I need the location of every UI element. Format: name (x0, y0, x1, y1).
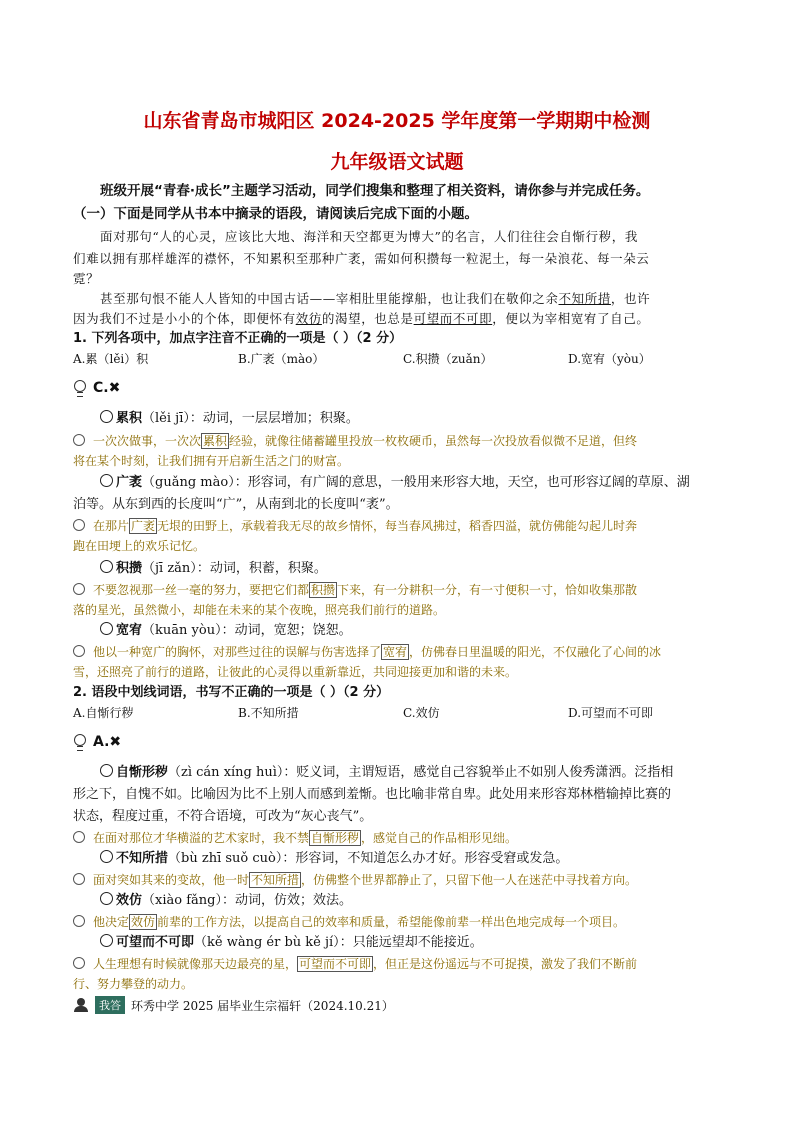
example-sentence: 雪，还照亮了前行的道路，让彼此的心灵得以重新靠近，共同迎接更加和谐的未来。 (73, 665, 518, 679)
option-b: B.不知所措 (238, 706, 299, 720)
example-sentence: 他以一种宽广的胸怀，对那些过往的误解与伤害选择了 宽宥 ，仿佛春日里温暖的阳光，不仅融化了心间的冰 (73, 642, 733, 663)
circle-icon (100, 850, 113, 863)
example-sentence: 不要忽视那一丝一毫的努力，要把它们都 积攒 下来，有一分耕积一分，有一寸便积一寸，恰如收集那散 (73, 580, 733, 601)
word-entry: 自惭形秽（zì cán xíng huì）：贬义词，主谓短语，感觉自己容貌举止不如别人俊秀潇洒。泛指相 (100, 762, 673, 784)
underlined-word: 效彷 (295, 311, 322, 326)
word-entry: 可望而不可即（kě wàng ér bù kě jí）：只能远望却不能接近。 (100, 932, 483, 954)
option-a: A.累（lěi）积 (73, 352, 149, 366)
circle-icon (100, 474, 113, 487)
footer-text: 环秀中学 2025 届毕业生宗福轩（2024.10.21） (131, 998, 394, 1013)
word-entry: 宽宥（kuān yòu）：动词，宽恕；饶恕。 (100, 620, 352, 642)
answer-2: A.✖ (73, 734, 121, 750)
underlined-word: 不知所措 (558, 291, 611, 306)
example-sentence: 面对突如其来的变故，他一时 不知所措 ，仿佛整个世界都静止了，只留下他一人在迷茫中寻找着方向。 (73, 870, 733, 891)
intro-text: 班级开展“青春·成长”主题学习活动，同学们搜集和整理了相关资料，请你参与并完成任务。 (100, 183, 650, 199)
question-1-options (73, 350, 733, 367)
option-b: B.广袤（mào） (238, 352, 325, 366)
smile-icon (73, 645, 85, 657)
smile-icon (73, 583, 85, 595)
smile-icon (73, 915, 85, 927)
user-icon (73, 998, 89, 1012)
section-heading: （一）下面是同学从书本中摘录的语段，请阅读后完成下面的小题。 (73, 206, 478, 222)
example-sentence: 跑在田埂上的欢乐记忆。 (73, 539, 206, 553)
option-c: C.效仿 (403, 706, 440, 720)
passage-line: 面对那句“人的心灵，应该比大地、海洋和天空都更为博大”的名言，人们往往会自惭行秽，我 (100, 229, 638, 244)
smile-icon (73, 519, 85, 531)
example-sentence: 落的星光，虽然微小，却能在未来的某个夜晚，照亮我们前行的道路。 (73, 603, 446, 617)
circle-icon (100, 934, 113, 947)
answer-tag: 我答 (95, 996, 125, 1014)
example-sentence: 将在某个时刻，让我们拥有开启新生活之门的财富。 (73, 454, 350, 468)
question-2: 2. 语段中划线词语，书写不正确的一项是（ ）（2 分） (73, 685, 390, 700)
example-sentence: 行、努力攀登的动力。 (73, 977, 194, 991)
example-sentence: 在面对那位才华横溢的艺术家时，我不禁 自惭形秽 ，感觉自己的作品相形见绌。 (73, 828, 733, 849)
word-entry: 效仿（xiào fǎng）：动词，仿效；效法。 (100, 890, 352, 912)
passage-line: 霓？ (73, 271, 100, 286)
smile-icon (73, 873, 85, 885)
option-c: C.积攒（zuǎn） (403, 352, 493, 366)
lightbulb-icon (73, 734, 87, 750)
circle-icon (100, 560, 113, 573)
passage-line: 因为我们不过是小小的个体，即便怀有效彷的渴望，也总是可望而不可即，便以为宰相宽宥了自己。 (73, 311, 650, 326)
example-sentence: 一次次做事，一次次 累积 经验，就像往储蓄罐里投放一枚枚硬币，虽然每一次投放看似微不足道，但终 (73, 431, 733, 452)
word-entry: 积攒（jī zǎn）：动词，积蓄，积聚。 (100, 558, 327, 580)
footer-credit (73, 996, 394, 1014)
example-sentence: 他决定 效仿 前辈的工作方法，以提高自己的效率和质量，希望能像前辈一样出色地完成每一个项目。 (73, 912, 733, 933)
definition-continued: 状态，程度过重，不符合语境，可改为“灰心丧气”。 (73, 809, 373, 824)
smile-icon (73, 434, 85, 446)
definition-continued: 泊等。从东到西的长度叫“广”，从南到北的长度叫“袤”。 (73, 497, 399, 512)
option-a: A.自惭行秽 (73, 706, 134, 720)
question-1: 1. 下列各项中，加点字注音不正确的一项是（ ）（2 分） (73, 331, 403, 346)
word-entry: 广袤（guǎng mào）：形容词，有广阔的意思，一般用来形容大地，天空，也可形容辽阔的草原、湖 (100, 472, 690, 494)
circle-icon (100, 410, 113, 423)
page-title: 山东省青岛市城阳区 2024-2025 学年度第一学期期中检测 (143, 110, 651, 132)
option-d: D.可望而不可即 (568, 706, 654, 720)
page-subtitle: 九年级语文试题 (330, 151, 464, 173)
option-d: D.宽宥（yòu） (568, 352, 651, 366)
lightbulb-icon (73, 380, 87, 396)
circle-icon (100, 622, 113, 635)
example-sentence: 人生理想有时候就像那天边最亮的星， 可望而不可即 ，但正是这份遥远与不可捉摸，激发了我们不断前 (73, 954, 733, 975)
circle-icon (100, 764, 113, 777)
underlined-word: 可望而不可即 (413, 311, 493, 326)
passage-line: 甚至那句恨不能人人皆知的中国古话——宰相肚里能撑船，也让我们在敬仰之余不知所措，也许 (100, 291, 651, 306)
word-entry: 累积（lěi jī）：动词，一层层增加；积聚。 (100, 408, 359, 430)
answer-1: C.✖ (73, 380, 120, 396)
question-2-options (73, 704, 733, 721)
smile-icon (73, 831, 85, 843)
circle-icon (100, 892, 113, 905)
smile-icon (73, 957, 85, 969)
passage-line: 们难以拥有那样雄浑的襟怀，不知累积至那种广袤，需如何积攒每一粒泥土，每一朵浪花、每一朵云 (73, 251, 650, 266)
definition-continued: 形之下，自愧不如。比喻因为比不上别人而感到羞惭。也比喻非常自卑。此处用来形容郑林楷输掉比赛的 (73, 787, 672, 802)
example-sentence: 在那片 广袤 无垠的田野上，承载着我无尽的故乡情怀，每当春风拂过，稻香四溢，就仿佛能勾起儿时奔 (73, 516, 733, 537)
word-entry: 不知所措（bù zhī suǒ cuò）：形容词，不知道怎么办才好。形容受窘或发急。 (100, 848, 568, 870)
